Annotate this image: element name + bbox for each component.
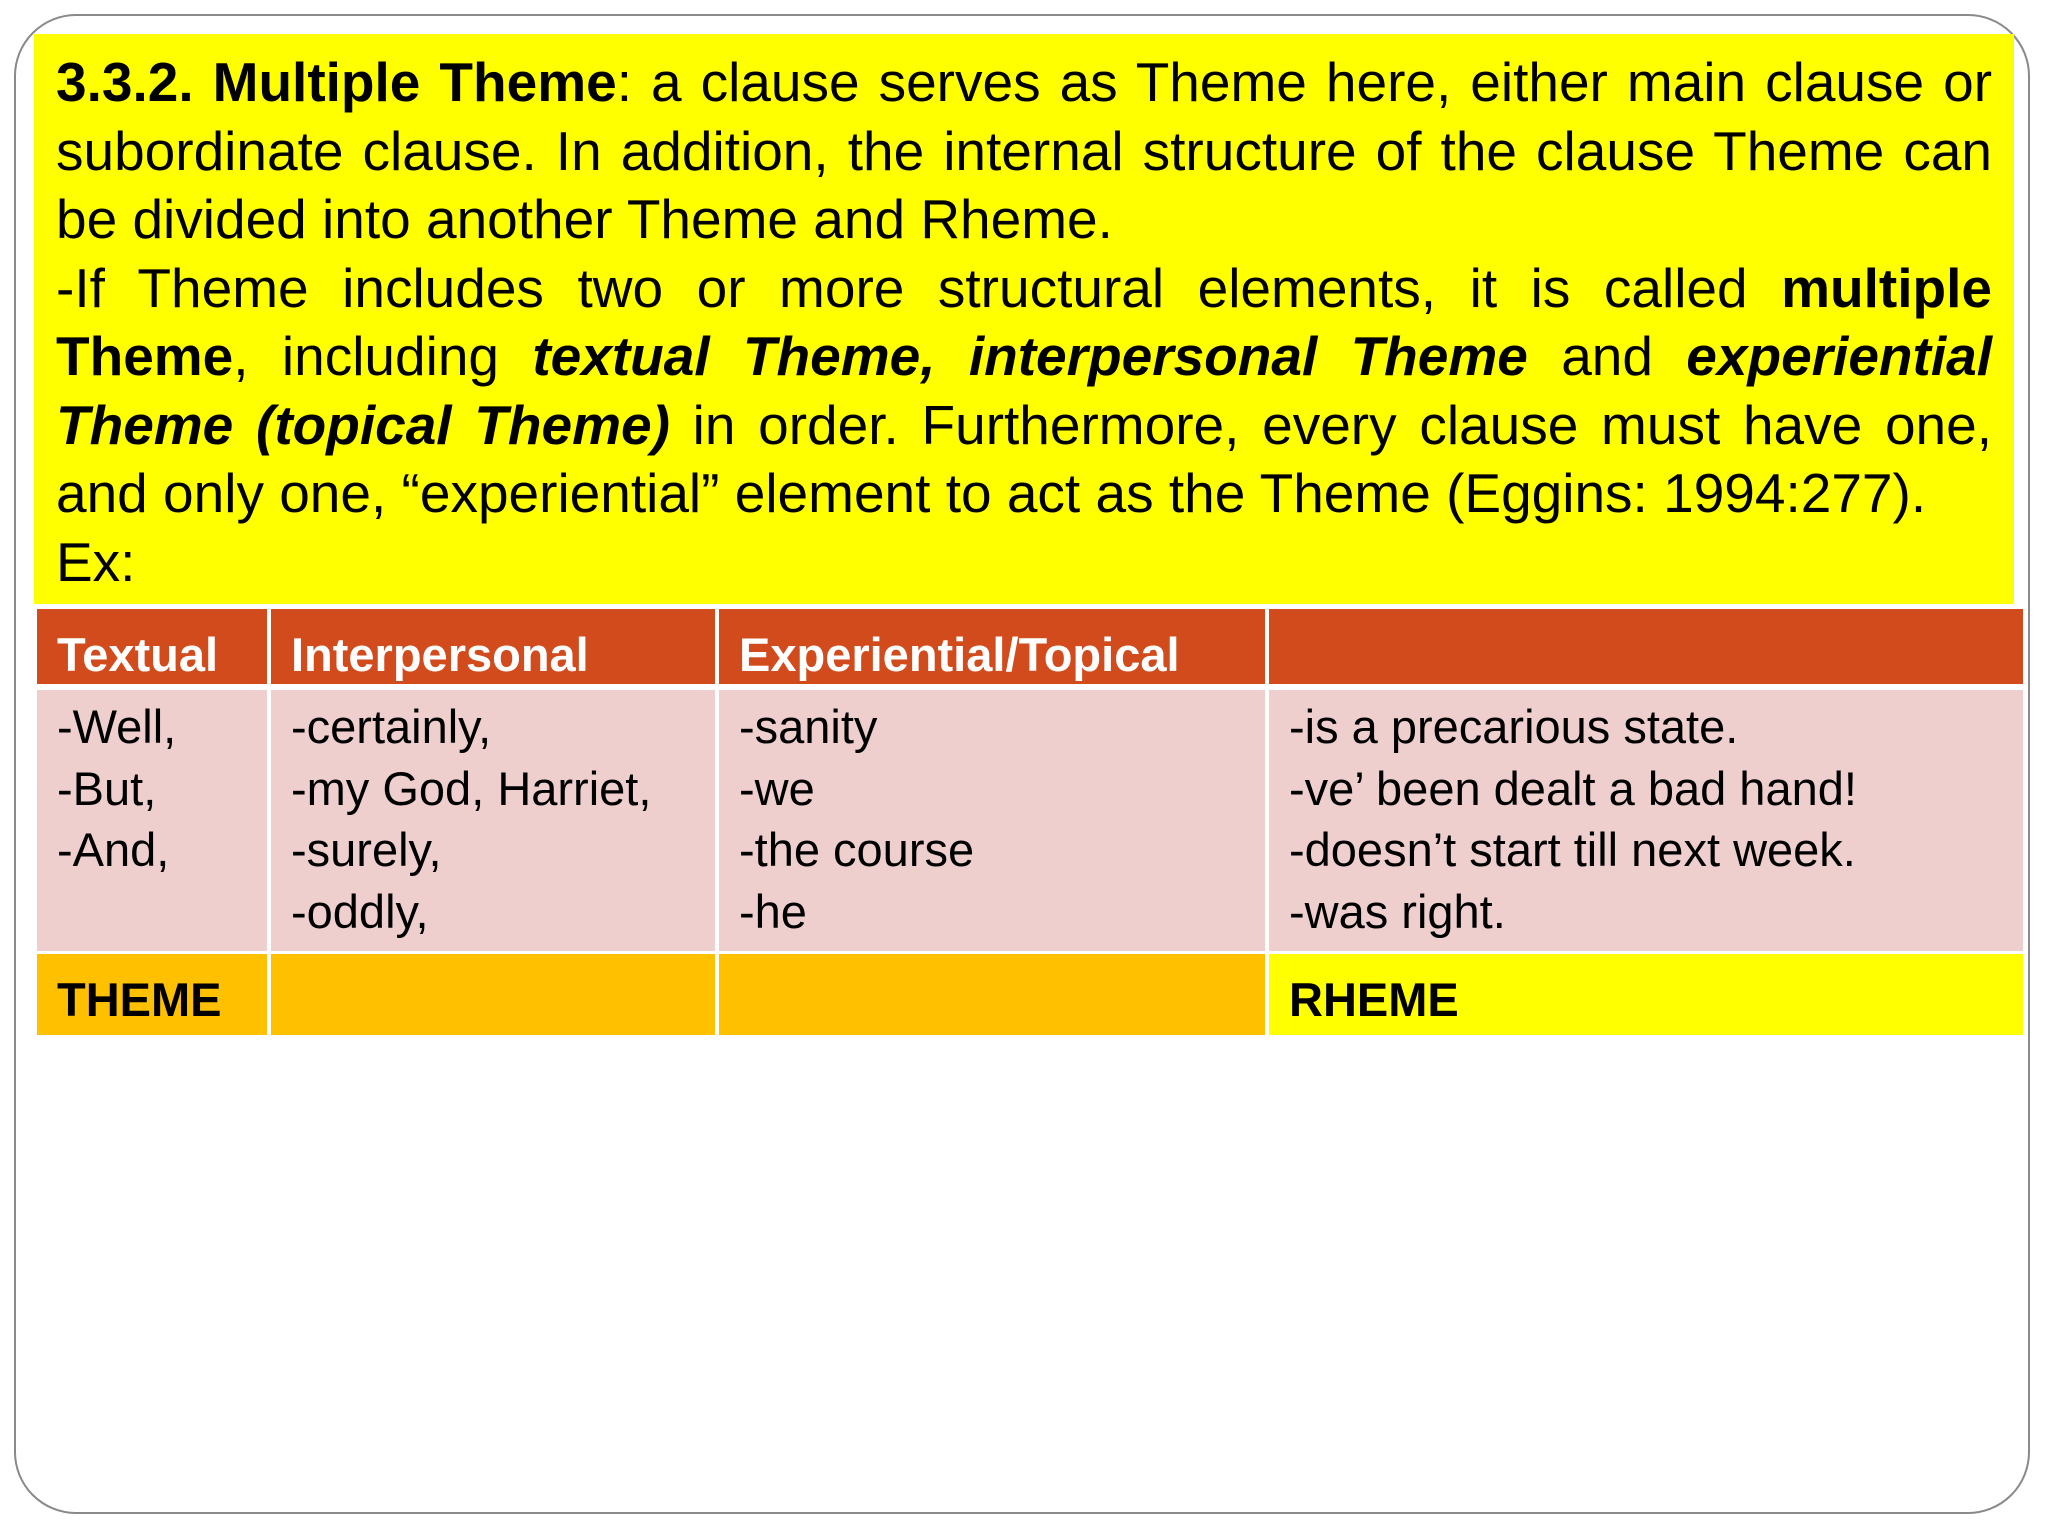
textual-line: -But, [57, 761, 157, 815]
term-experiential-theme: experiential Theme (topical Theme) [56, 325, 1992, 456]
interpersonal-cell [271, 690, 715, 954]
interpersonal-line: -my God, Harriet, [291, 761, 652, 815]
experiential-line: -sanity [739, 700, 878, 753]
interpersonal-line: -oddly, [291, 884, 429, 938]
paragraph-text: -If Theme includes two or more structural elements, it is called [56, 256, 1782, 319]
table-footer-row [37, 954, 2023, 1035]
theme-span-cell [271, 954, 715, 1035]
rheme-line: -is a precarious state. [1289, 700, 1739, 753]
theme-label: THEME [37, 954, 267, 1035]
definition-paragraph [56, 48, 1992, 254]
table-row [37, 690, 2023, 954]
rheme-line: -ve’ been dealt a bad hand! [1289, 761, 1857, 815]
interpersonal-line: -surely, [291, 823, 442, 876]
paragraph-text: and [1527, 325, 1687, 387]
rheme-line: -was right. [1289, 884, 1506, 938]
paragraph-text: in order. Furthermore, every clause must have one, and only one, “experiential” element to act as the Theme (Eggins: 1994:277). [56, 393, 1993, 524]
experiential-line: -we [739, 761, 815, 815]
rheme-text-cell [1269, 690, 2023, 954]
textual-line: -And, [57, 823, 170, 876]
header-experiential: Experiential/Topical [719, 609, 1265, 690]
experiential-line: -he [739, 884, 807, 938]
paragraph-text: , including [233, 325, 533, 387]
experiential-cell [719, 690, 1265, 954]
rheme-label: RHEME [1269, 954, 2023, 1035]
textual-line: -Well, [57, 700, 177, 753]
rheme-line: -doesn’t start till next week. [1289, 823, 1856, 876]
textual-cell [37, 690, 267, 954]
example-label: Ex: [56, 530, 136, 593]
header-textual: Textual [37, 609, 267, 690]
definition-text: : a clause serves as Theme here, either main clause or subordinate clause. In addition, the internal structure of the clause Theme can be divided into another Theme and Rheme. [56, 51, 1993, 250]
definition-text-box [34, 34, 2014, 604]
section-number: 3.3.2. [56, 51, 194, 113]
section-term: Multiple Theme [212, 51, 617, 113]
experiential-line: -the course [739, 823, 975, 876]
multiple-theme-paragraph [56, 254, 1992, 528]
theme-span-cell [719, 954, 1265, 1035]
interpersonal-line: -certainly, [291, 700, 492, 753]
table-header-row [37, 609, 2023, 690]
theme-structure-table [33, 609, 2027, 1035]
term-multiple-theme: multiple Theme [56, 256, 1992, 387]
header-empty [1269, 609, 2023, 690]
header-interpersonal: Interpersonal [271, 609, 715, 690]
term-textual-interpersonal: textual Theme, interpersonal Theme [532, 325, 1528, 387]
